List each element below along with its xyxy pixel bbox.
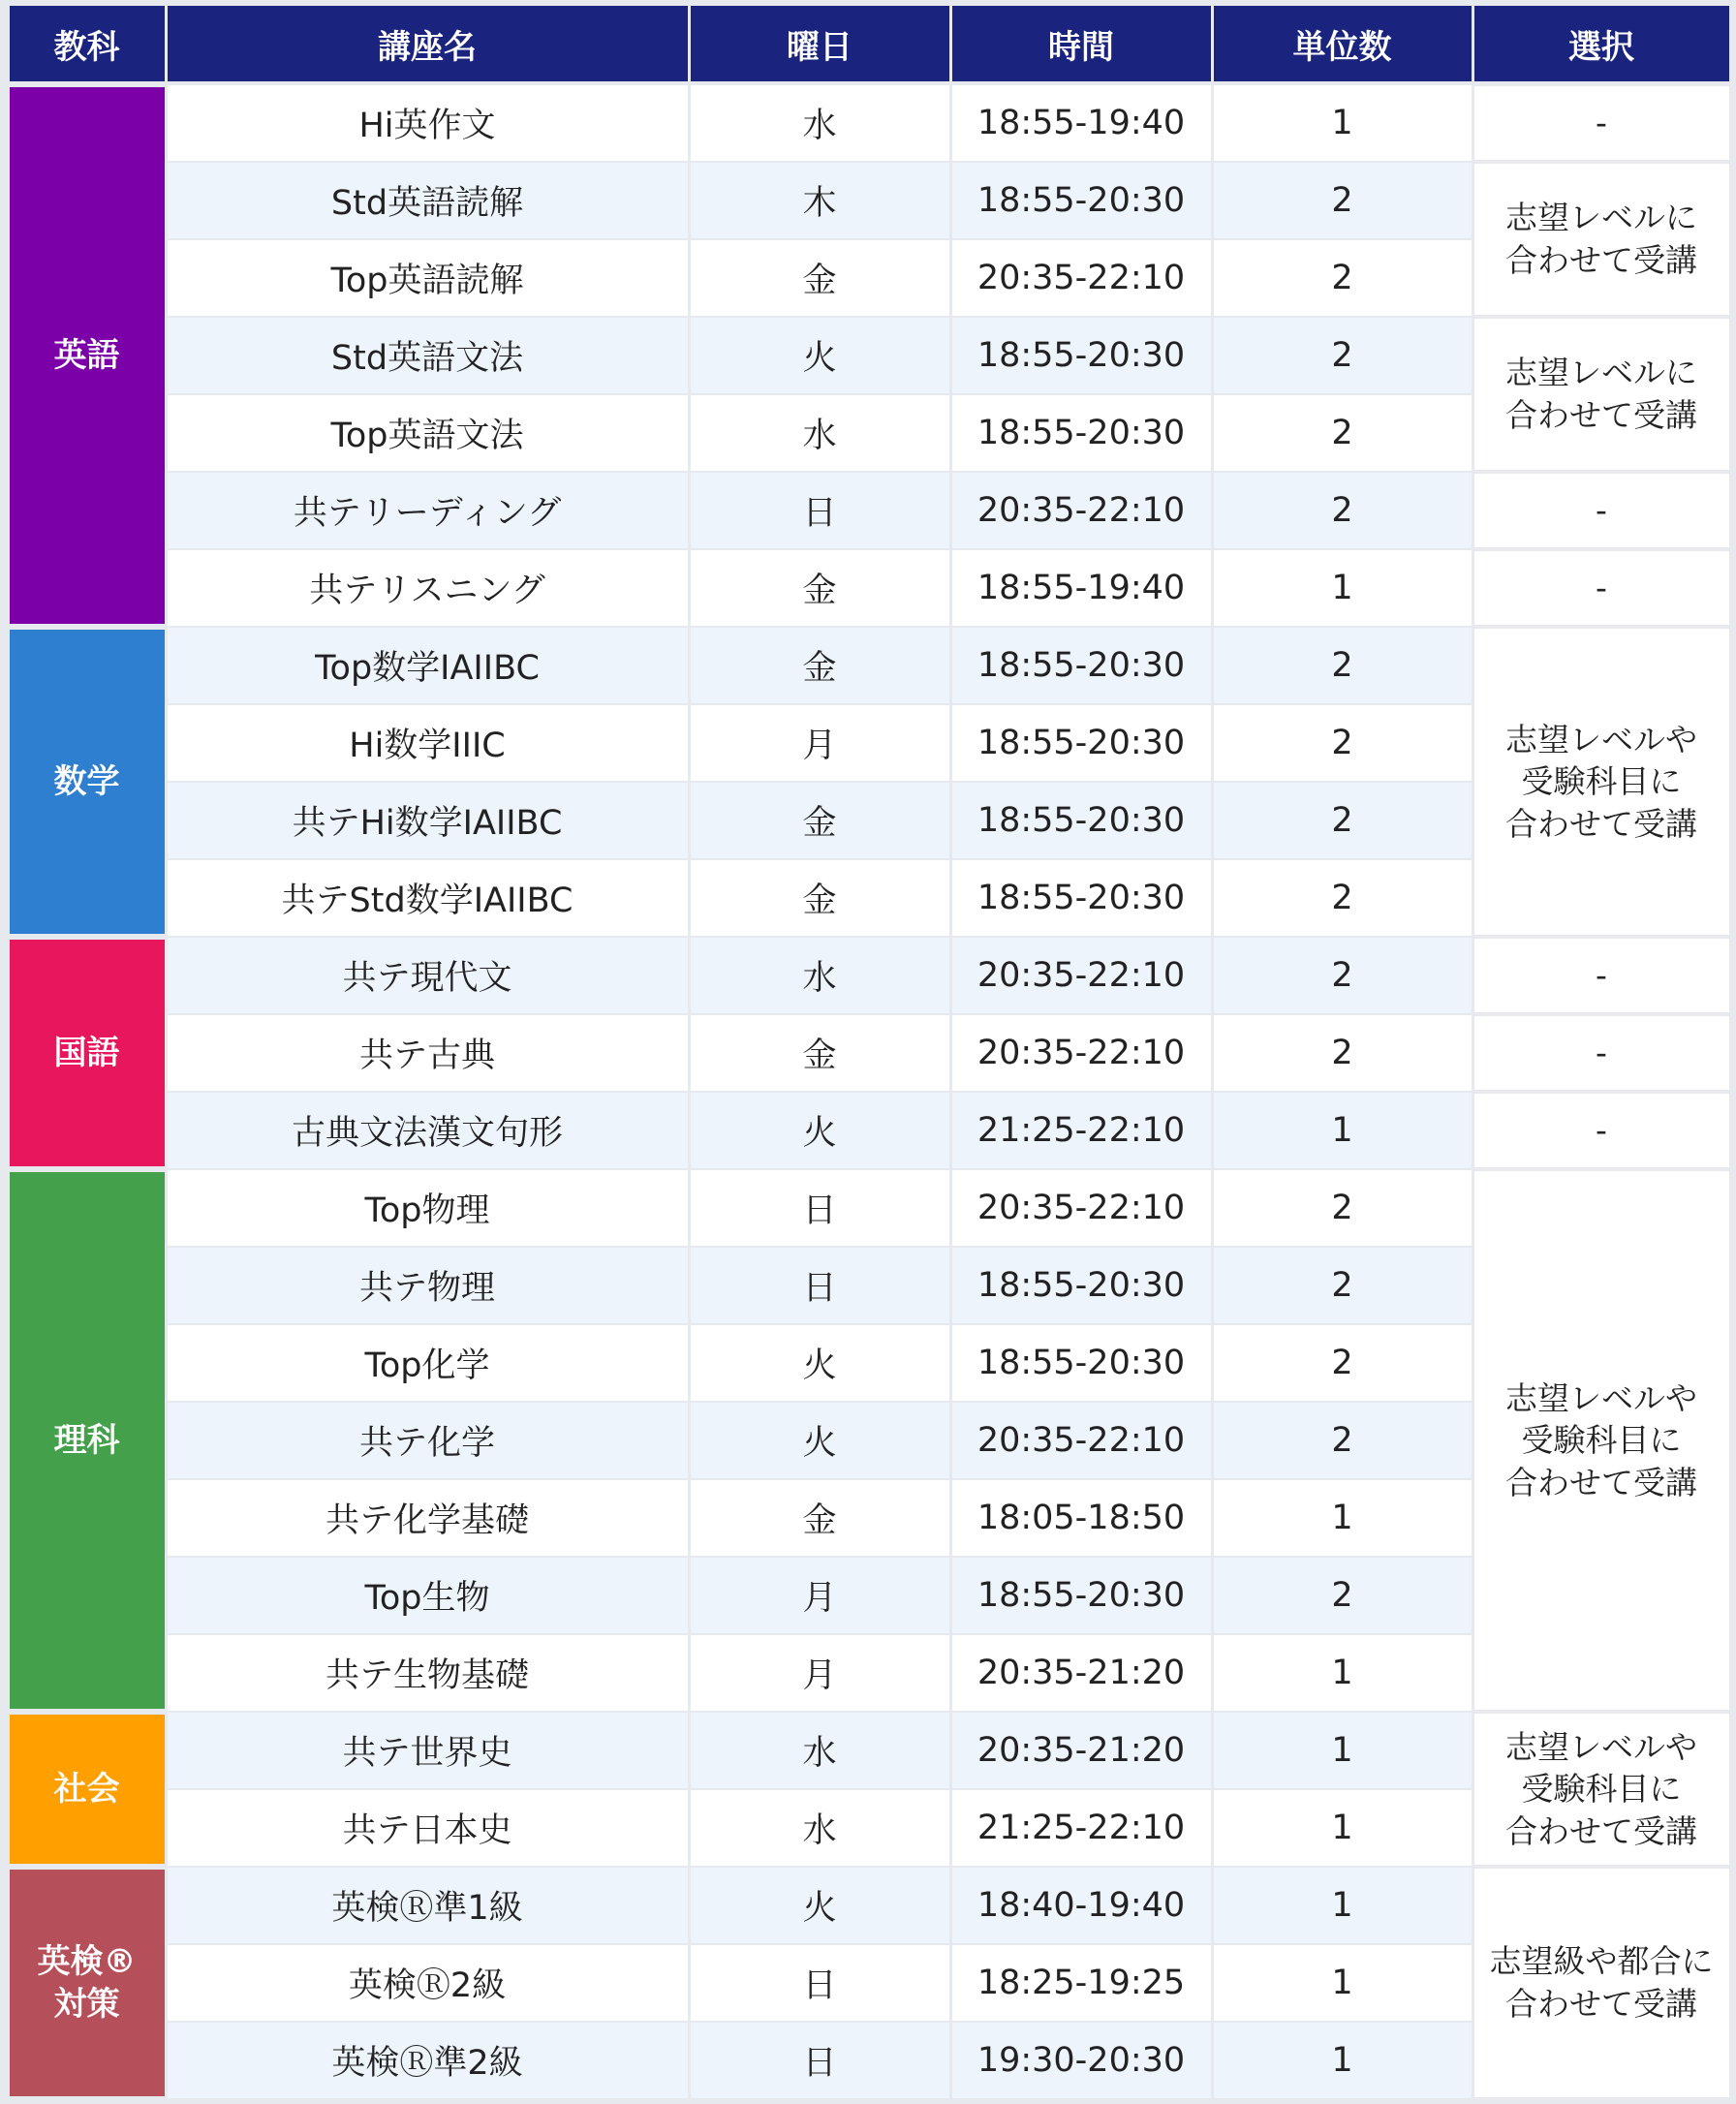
units-cell: 1 — [1214, 1093, 1472, 1168]
time-cell: 20:35-21:20 — [952, 1635, 1211, 1711]
course-name-cell: Hi英作文 — [168, 85, 688, 161]
course-name-cell: Std英語文法 — [168, 318, 688, 393]
day-cell: 月 — [691, 1558, 949, 1633]
time-cell: 18:55-20:30 — [952, 318, 1211, 393]
course-name-cell: 共テリーディング — [168, 473, 688, 548]
time-cell: 18:55-19:40 — [952, 550, 1211, 626]
units-cell: 2 — [1214, 938, 1472, 1013]
day-cell: 水 — [691, 1790, 949, 1866]
subject-cell: 数学 — [10, 630, 165, 934]
header-subject: 教科 — [10, 6, 165, 81]
course-name-cell: 共テ世界史 — [168, 1713, 688, 1788]
day-cell: 水 — [691, 1713, 949, 1788]
day-cell: 金 — [691, 783, 949, 858]
units-cell: 2 — [1214, 1170, 1472, 1246]
course-name-cell: Hi数学IIIC — [168, 705, 688, 781]
course-name-cell: 共テ化学基礎 — [168, 1480, 688, 1556]
day-cell: 水 — [691, 938, 949, 1013]
units-cell: 1 — [1214, 550, 1472, 626]
time-cell: 18:55-19:40 — [952, 85, 1211, 161]
day-cell: 日 — [691, 1248, 949, 1323]
course-name-cell: Top物理 — [168, 1170, 688, 1246]
time-cell: 18:55-20:30 — [952, 860, 1211, 936]
subject-cell: 英語 — [10, 87, 165, 624]
time-cell: 18:55-20:30 — [952, 1558, 1211, 1633]
units-cell: 1 — [1214, 2023, 1472, 2098]
course-name-cell: Std英語読解 — [168, 163, 688, 238]
time-cell: 20:35-22:10 — [952, 240, 1211, 316]
units-cell: 2 — [1214, 1558, 1472, 1633]
units-cell: 2 — [1214, 1015, 1472, 1091]
course-name-cell: Top英語読解 — [168, 240, 688, 316]
selection-cell: 志望級や都合に 合わせて受講 — [1474, 1869, 1729, 2097]
course-name-cell: 共テ生物基礎 — [168, 1635, 688, 1711]
day-cell: 金 — [691, 1480, 949, 1556]
selection-cell: 志望レベルに 合わせて受講 — [1474, 319, 1729, 470]
units-cell: 1 — [1214, 1713, 1472, 1788]
time-cell: 21:25-22:10 — [952, 1093, 1211, 1168]
selection-cell: 志望レベルに 合わせて受講 — [1474, 164, 1729, 315]
header-course-name: 講座名 — [168, 6, 688, 81]
day-cell: 金 — [691, 240, 949, 316]
course-name-cell: Top化学 — [168, 1325, 688, 1401]
course-name-cell: 英検Ⓡ準2級 — [168, 2023, 688, 2098]
day-cell: 月 — [691, 1635, 949, 1711]
subject-cell: 理科 — [10, 1172, 165, 1709]
day-cell: 火 — [691, 1325, 949, 1401]
day-cell: 金 — [691, 628, 949, 703]
course-name-cell: 共テStd数学IAIIBC — [168, 860, 688, 936]
units-cell: 2 — [1214, 318, 1472, 393]
header-day: 曜日 — [691, 6, 949, 81]
selection-cell: - — [1474, 1094, 1729, 1167]
course-name-cell: Top数学IAIIBC — [168, 628, 688, 703]
time-cell: 18:55-20:30 — [952, 395, 1211, 471]
units-cell: 1 — [1214, 1635, 1472, 1711]
header-selection: 選択 — [1474, 6, 1729, 81]
units-cell: 2 — [1214, 473, 1472, 548]
units-cell: 2 — [1214, 860, 1472, 936]
course-name-cell: 共テリスニング — [168, 550, 688, 626]
time-cell: 18:55-20:30 — [952, 783, 1211, 858]
subject-cell: 社会 — [10, 1715, 165, 1864]
time-cell: 18:40-19:40 — [952, 1868, 1211, 1943]
day-cell: 日 — [691, 2023, 949, 2098]
time-cell: 18:55-20:30 — [952, 628, 1211, 703]
units-cell: 1 — [1214, 1945, 1472, 2021]
time-cell: 20:35-21:20 — [952, 1713, 1211, 1788]
subject-cell: 英検® 対策 — [10, 1870, 165, 2096]
header-units: 単位数 — [1214, 6, 1472, 81]
day-cell: 月 — [691, 705, 949, 781]
selection-cell: - — [1474, 551, 1729, 625]
units-cell: 2 — [1214, 628, 1472, 703]
units-cell: 2 — [1214, 1248, 1472, 1323]
time-cell: 18:55-20:30 — [952, 705, 1211, 781]
time-cell: 18:55-20:30 — [952, 163, 1211, 238]
units-cell: 1 — [1214, 85, 1472, 161]
day-cell: 金 — [691, 1015, 949, 1091]
units-cell: 2 — [1214, 783, 1472, 858]
units-cell: 2 — [1214, 1403, 1472, 1478]
selection-cell: - — [1474, 474, 1729, 547]
selection-cell: 志望レベルや 受験科目に 合わせて受講 — [1474, 1171, 1729, 1710]
time-cell: 20:35-22:10 — [952, 1015, 1211, 1091]
units-cell: 1 — [1214, 1480, 1472, 1556]
header-time: 時間 — [952, 6, 1211, 81]
course-name-cell: 古典文法漢文句形 — [168, 1093, 688, 1168]
selection-cell: 志望レベルや 受験科目に 合わせて受講 — [1474, 629, 1729, 935]
selection-cell: - — [1474, 939, 1729, 1012]
units-cell: 1 — [1214, 1790, 1472, 1866]
day-cell: 木 — [691, 163, 949, 238]
time-cell: 20:35-22:10 — [952, 473, 1211, 548]
time-cell: 19:30-20:30 — [952, 2023, 1211, 2098]
course-name-cell: 英検Ⓡ2級 — [168, 1945, 688, 2021]
subject-cell: 国語 — [10, 940, 165, 1166]
day-cell: 火 — [691, 1093, 949, 1168]
course-name-cell: 共テ古典 — [168, 1015, 688, 1091]
day-cell: 日 — [691, 1170, 949, 1246]
time-cell: 20:35-22:10 — [952, 1403, 1211, 1478]
day-cell: 日 — [691, 473, 949, 548]
day-cell: 水 — [691, 85, 949, 161]
course-name-cell: 英検Ⓡ準1級 — [168, 1868, 688, 1943]
time-cell: 18:55-20:30 — [952, 1325, 1211, 1401]
day-cell: 火 — [691, 1403, 949, 1478]
day-cell: 金 — [691, 550, 949, 626]
selection-cell: - — [1474, 86, 1729, 160]
course-name-cell: 共テHi数学IAIIBC — [168, 783, 688, 858]
day-cell: 日 — [691, 1945, 949, 2021]
time-cell: 20:35-22:10 — [952, 938, 1211, 1013]
selection-cell: - — [1474, 1016, 1729, 1090]
units-cell: 2 — [1214, 163, 1472, 238]
day-cell: 火 — [691, 318, 949, 393]
time-cell: 18:55-20:30 — [952, 1248, 1211, 1323]
units-cell: 2 — [1214, 395, 1472, 471]
time-cell: 18:25-19:25 — [952, 1945, 1211, 2021]
units-cell: 1 — [1214, 1868, 1472, 1943]
day-cell: 水 — [691, 395, 949, 471]
course-name-cell: Top生物 — [168, 1558, 688, 1633]
course-name-cell: 共テ物理 — [168, 1248, 688, 1323]
course-name-cell: 共テ現代文 — [168, 938, 688, 1013]
course-name-cell: Top英語文法 — [168, 395, 688, 471]
day-cell: 金 — [691, 860, 949, 936]
selection-cell: 志望レベルや 受験科目に 合わせて受講 — [1474, 1714, 1729, 1865]
course-name-cell: 共テ日本史 — [168, 1790, 688, 1866]
course-name-cell: 共テ化学 — [168, 1403, 688, 1478]
time-cell: 21:25-22:10 — [952, 1790, 1211, 1866]
units-cell: 2 — [1214, 240, 1472, 316]
time-cell: 18:05-18:50 — [952, 1480, 1211, 1556]
units-cell: 2 — [1214, 1325, 1472, 1401]
time-cell: 20:35-22:10 — [952, 1170, 1211, 1246]
units-cell: 2 — [1214, 705, 1472, 781]
day-cell: 火 — [691, 1868, 949, 1943]
